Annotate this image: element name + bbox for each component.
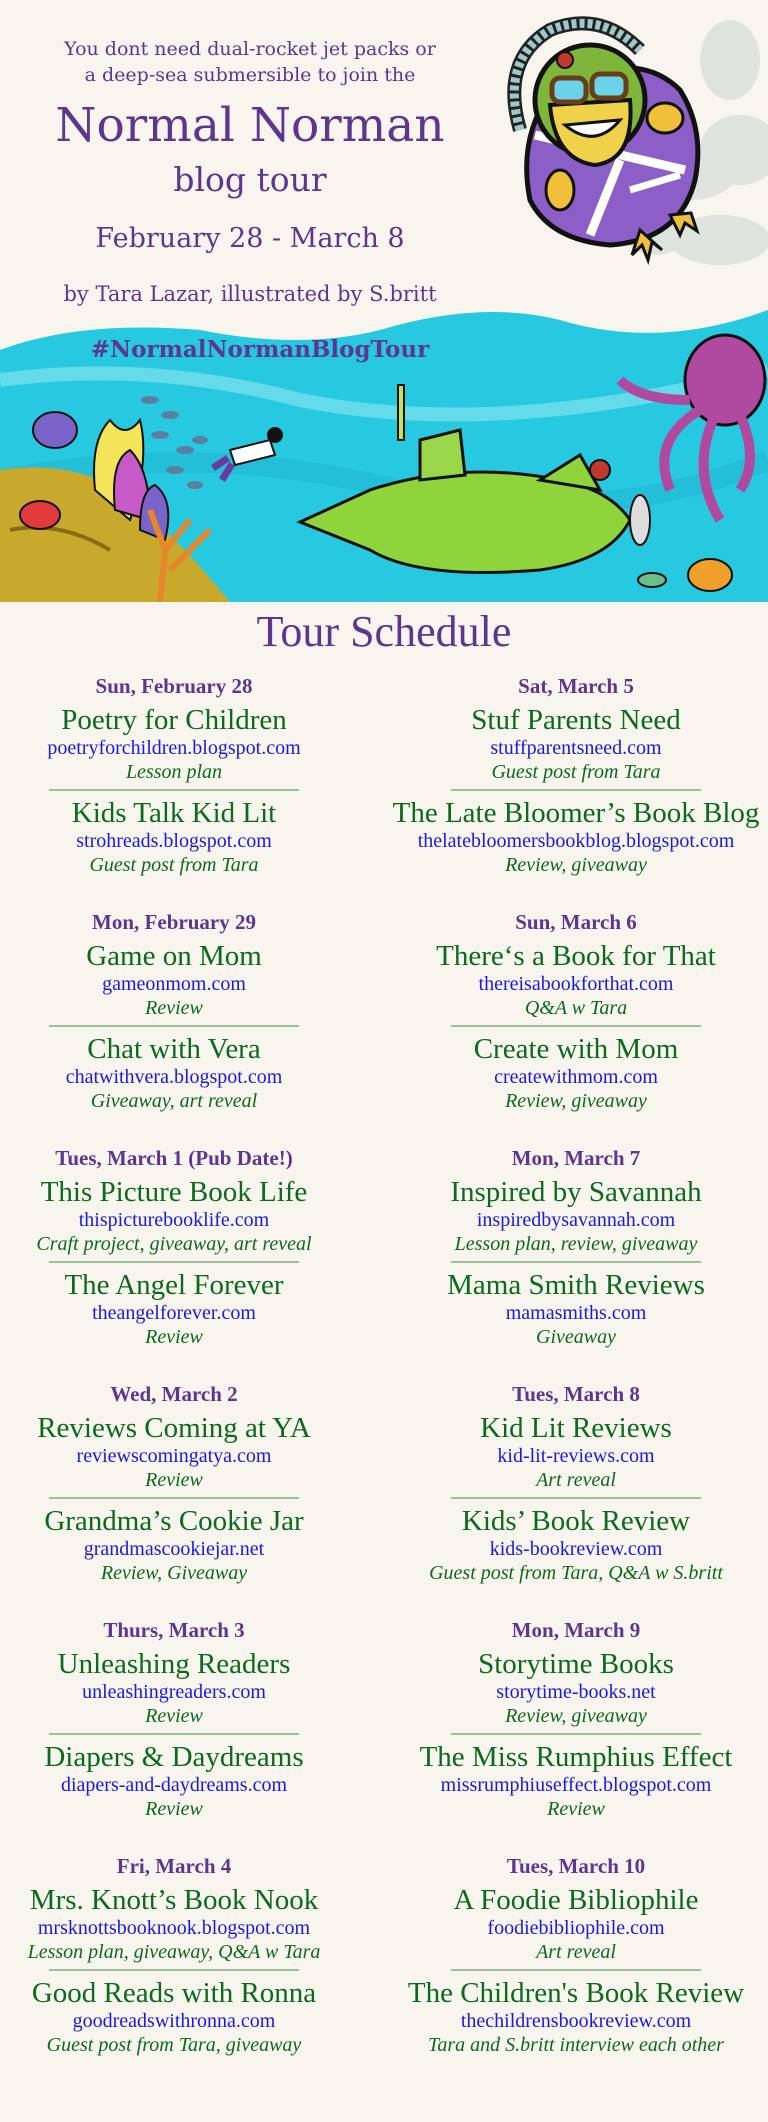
blog-name: Stuf Parents Need bbox=[471, 704, 681, 736]
blog-name: Diapers & Daydreams bbox=[44, 1741, 304, 1773]
blog-name: Mama Smith Reviews bbox=[447, 1269, 705, 1301]
schedule-entry bbox=[0, 1648, 366, 1729]
divider bbox=[49, 1733, 299, 1735]
divider bbox=[451, 1733, 701, 1735]
book-title: Normal Norman bbox=[55, 98, 445, 153]
schedule-entry bbox=[0, 1176, 366, 1257]
blog-link[interactable]: theangelforever.com bbox=[92, 1302, 256, 1324]
day-date: Sat, March 5 bbox=[518, 674, 634, 698]
day-date: Thurs, March 3 bbox=[103, 1618, 245, 1642]
post-type: Review bbox=[145, 1705, 203, 1727]
schedule-day bbox=[384, 1140, 768, 1376]
schedule-entry bbox=[0, 1412, 366, 1493]
schedule-day bbox=[384, 1376, 768, 1612]
blog-link[interactable]: inspiredbysavannah.com bbox=[476, 1209, 676, 1231]
blog-link[interactable]: diapers-and-daydreams.com bbox=[60, 1774, 287, 1796]
post-type: Review, giveaway bbox=[505, 1705, 647, 1727]
byline: by Tara Lazar, illustrated by S.britt bbox=[63, 282, 437, 306]
schedule-day bbox=[0, 1848, 366, 2084]
blog-name: Storytime Books bbox=[478, 1648, 674, 1680]
post-type: Review bbox=[145, 1469, 203, 1491]
schedule-entry bbox=[384, 1977, 768, 2058]
blog-name: Reviews Coming at YA bbox=[37, 1412, 311, 1444]
schedule-entry bbox=[384, 797, 768, 878]
divider bbox=[451, 1261, 701, 1263]
post-type: Craft project, giveaway, art reveal bbox=[36, 1233, 312, 1255]
divider bbox=[49, 789, 299, 791]
schedule-day bbox=[384, 668, 768, 904]
norman-jetpack-illustration bbox=[480, 0, 768, 290]
day-date: Tues, March 10 bbox=[506, 1854, 646, 1878]
day-date: Wed, March 2 bbox=[110, 1382, 238, 1406]
intro-text bbox=[0, 36, 500, 88]
divider bbox=[49, 1261, 299, 1263]
schedule-entry bbox=[384, 940, 768, 1021]
intro-line-2: a deep-sea submersible to join the bbox=[84, 64, 416, 86]
divider bbox=[451, 789, 701, 791]
blog-name: Good Reads with Ronna bbox=[31, 1977, 317, 2009]
post-type: Review, giveaway bbox=[505, 854, 647, 876]
blog-link[interactable]: goodreadswithronna.com bbox=[72, 2010, 276, 2032]
day-date: Mon, February 29 bbox=[92, 910, 256, 934]
book-subtitle: blog tour bbox=[173, 160, 327, 199]
schedule-day bbox=[0, 1376, 366, 1612]
post-type: Q&A w Tara bbox=[524, 997, 628, 1019]
blog-link[interactable]: missrumphiuseffect.blogspot.com bbox=[440, 1774, 712, 1796]
schedule-entry bbox=[384, 1648, 768, 1729]
schedule-entry bbox=[384, 1505, 768, 1586]
blog-link[interactable]: mrsknottsbooknook.blogspot.com bbox=[37, 1917, 311, 1939]
blog-link[interactable]: reviewscomingatya.com bbox=[76, 1445, 272, 1467]
post-type: Giveaway bbox=[536, 1326, 616, 1348]
blog-name: There‘s a Book for That bbox=[436, 940, 716, 972]
schedule-entry bbox=[384, 1269, 768, 1350]
blog-name: Create with Mom bbox=[473, 1033, 679, 1065]
intro-line-1: You dont need dual-rocket jet packs or bbox=[64, 38, 436, 60]
blog-name: Inspired by Savannah bbox=[450, 1176, 702, 1208]
schedule-entry bbox=[0, 797, 366, 878]
post-type: Tara and S.britt interview each other bbox=[428, 2034, 724, 2056]
post-type: Review bbox=[547, 1798, 605, 1820]
blog-link[interactable]: kid-lit-reviews.com bbox=[497, 1445, 655, 1467]
blog-name: Game on Mom bbox=[86, 940, 262, 972]
day-date: Sun, February 28 bbox=[95, 674, 253, 698]
schedule-entry bbox=[0, 1033, 366, 1114]
blog-link[interactable]: strohreads.blogspot.com bbox=[76, 830, 272, 852]
blog-name: The Miss Rumphius Effect bbox=[419, 1741, 733, 1773]
blog-name: The Late Bloomer’s Book Blog bbox=[392, 797, 760, 829]
divider bbox=[49, 1969, 299, 1971]
schedule-day bbox=[0, 904, 366, 1140]
post-type: Art reveal bbox=[536, 1469, 616, 1491]
schedule-entry bbox=[0, 1977, 366, 2058]
post-type: Review bbox=[145, 1326, 203, 1348]
divider bbox=[49, 1025, 299, 1027]
schedule-day bbox=[0, 1612, 366, 1848]
blog-link[interactable]: mamasmiths.com bbox=[505, 1302, 647, 1324]
schedule-day bbox=[384, 904, 768, 1140]
blog-name: The Angel Forever bbox=[64, 1269, 284, 1301]
day-date: Mon, March 7 bbox=[511, 1146, 641, 1170]
schedule-entry bbox=[0, 1741, 366, 1822]
tour-dates: February 28 - March 8 bbox=[95, 223, 405, 254]
blog-name: Chat with Vera bbox=[87, 1033, 261, 1065]
schedule-entry bbox=[0, 1269, 366, 1350]
blog-link[interactable]: storytime-books.net bbox=[496, 1681, 656, 1703]
schedule-entry bbox=[384, 1033, 768, 1114]
post-type: Lesson plan bbox=[125, 761, 223, 783]
post-type: Lesson plan, giveaway, Q&A w Tara bbox=[27, 1941, 321, 1963]
post-type: Art reveal bbox=[536, 1941, 616, 1963]
schedule-entry bbox=[384, 1412, 768, 1493]
blog-name: Unleashing Readers bbox=[57, 1648, 291, 1680]
blog-link[interactable]: thechildrensbookreview.com bbox=[460, 2010, 692, 2032]
divider bbox=[451, 1969, 701, 1971]
schedule-entry bbox=[0, 940, 366, 1021]
schedule-entry bbox=[0, 704, 366, 785]
blog-name: The Children's Book Review bbox=[407, 1977, 745, 2009]
schedule-entry bbox=[0, 1505, 366, 1586]
post-type: Guest post from Tara bbox=[491, 761, 661, 783]
schedule-entry bbox=[384, 704, 768, 785]
blog-link[interactable]: gameonmom.com bbox=[102, 973, 246, 995]
day-date: Fri, March 4 bbox=[116, 1854, 232, 1878]
blog-link[interactable]: stuffparentsneed.com bbox=[490, 737, 662, 759]
schedule-entry bbox=[384, 1741, 768, 1822]
blog-name: This Picture Book Life bbox=[40, 1176, 308, 1208]
schedule-title: Tour Schedule bbox=[256, 607, 512, 656]
post-type: Review bbox=[145, 997, 203, 1019]
post-type: Review bbox=[145, 1798, 203, 1820]
post-type: Review, Giveaway bbox=[100, 1562, 248, 1584]
post-type: Guest post from Tara, giveaway bbox=[46, 2034, 302, 2056]
blog-link[interactable]: thispicturebooklife.com bbox=[78, 1209, 270, 1231]
schedule-column-left bbox=[0, 668, 366, 2084]
divider bbox=[451, 1497, 701, 1499]
blog-link[interactable]: thelatebloomersbookblog.blogspot.com bbox=[417, 830, 735, 852]
blog-link[interactable]: createwithmom.com bbox=[494, 1066, 658, 1088]
post-type: Guest post from Tara, Q&A w S.britt bbox=[429, 1562, 723, 1584]
blog-name: Mrs. Knott’s Book Nook bbox=[29, 1884, 319, 1916]
schedule-entry bbox=[384, 1884, 768, 1965]
blog-name: Kids’ Book Review bbox=[461, 1505, 691, 1537]
schedule-day bbox=[384, 1848, 768, 2084]
post-type: Review, giveaway bbox=[505, 1090, 647, 1112]
day-date: Sun, March 6 bbox=[515, 910, 637, 934]
schedule-day bbox=[0, 1140, 366, 1376]
day-date: Tues, March 8 bbox=[512, 1382, 640, 1406]
schedule-day bbox=[0, 668, 366, 904]
day-date: Tues, March 1 (Pub Date!) bbox=[55, 1146, 293, 1170]
post-type: Giveaway, art reveal bbox=[90, 1090, 258, 1112]
blog-link[interactable]: thereisabookforthat.com bbox=[478, 973, 674, 995]
blog-name: A Foodie Bibliophile bbox=[453, 1884, 699, 1916]
blog-name: Grandma’s Cookie Jar bbox=[44, 1505, 304, 1537]
schedule-column-right bbox=[384, 668, 768, 2084]
blog-link[interactable]: poetryforchildren.blogspot.com bbox=[47, 737, 301, 759]
schedule-day bbox=[384, 1612, 768, 1848]
blog-name: Poetry for Children bbox=[61, 704, 287, 736]
day-date: Mon, March 9 bbox=[511, 1618, 641, 1642]
blog-name: Kids Talk Kid Lit bbox=[71, 797, 277, 829]
blog-link[interactable]: unleashingreaders.com bbox=[82, 1681, 266, 1703]
blog-link[interactable]: kids-bookreview.com bbox=[489, 1538, 663, 1560]
hashtag: #NormalNormanBlogTour bbox=[90, 336, 430, 363]
blog-link[interactable]: foodiebibliophile.com bbox=[487, 1917, 665, 1939]
divider bbox=[49, 1497, 299, 1499]
schedule-entry bbox=[0, 1884, 366, 1965]
post-type: Guest post from Tara bbox=[89, 854, 259, 876]
post-type: Lesson plan, review, giveaway bbox=[454, 1233, 698, 1255]
blog-link[interactable]: chatwithvera.blogspot.com bbox=[65, 1066, 283, 1088]
blog-link[interactable]: grandmascookiejar.net bbox=[83, 1538, 265, 1560]
divider bbox=[451, 1025, 701, 1027]
blog-name: Kid Lit Reviews bbox=[480, 1412, 672, 1444]
schedule-entry bbox=[384, 1176, 768, 1257]
